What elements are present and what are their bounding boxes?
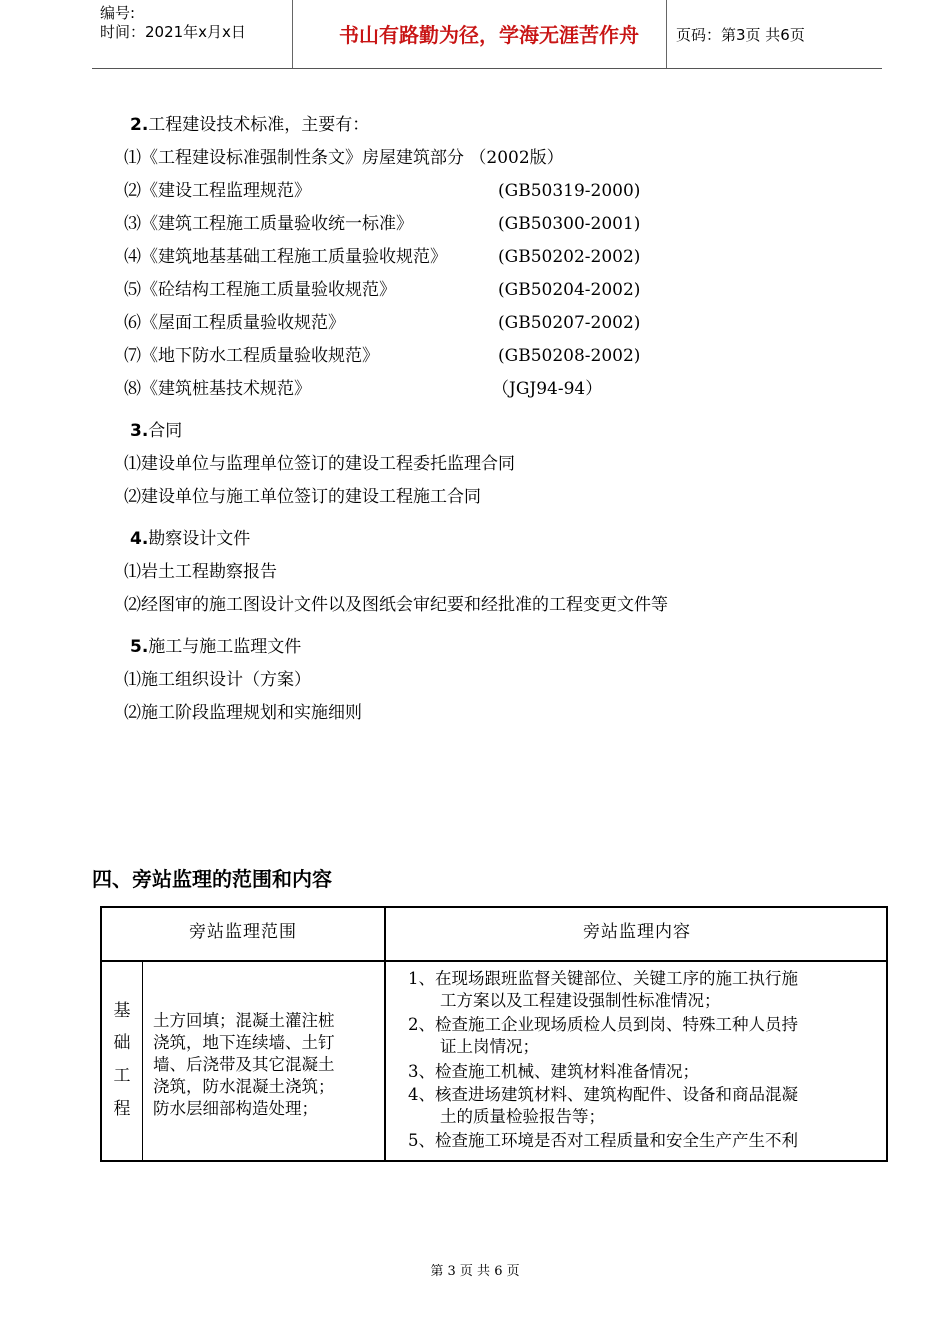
page-label: 页码：第3页 共6页 xyxy=(676,26,805,44)
scope-cell xyxy=(153,1010,377,1120)
standard-code: (GB50202-2002) xyxy=(498,247,641,267)
content-item: 1、在现场跟班监督关键部位、关键工序的施工执行施 工方案以及工程建设强制性标准情况； xyxy=(408,969,798,1010)
header-motto: 书山有路勤为径，学海无涯苦作舟 xyxy=(339,23,639,47)
list-item: ⑴建设单位与监理单位签订的建设工程委托监理合同 xyxy=(124,454,515,474)
table-border xyxy=(886,906,888,1162)
category-char: 础 xyxy=(113,1033,131,1053)
table-border xyxy=(100,1160,888,1162)
table-header-scope: 旁站监理范围 xyxy=(189,922,297,942)
scope-line: 浇筑，地下连续墙、土钉 xyxy=(153,1033,335,1052)
category-char: 程 xyxy=(113,1099,131,1119)
standard-item: ⑵《建设工程监理规范》 xyxy=(124,181,311,201)
standard-item: ⑻《建筑桩基技术规范》 xyxy=(124,379,311,399)
standard-code: (GB50207-2002) xyxy=(498,313,641,333)
time-label: 时间：2021年x月x日 xyxy=(100,23,246,41)
content-item: 4、核查进场建筑材料、建筑构配件、设备和商品混凝 土的质量检验报告等； xyxy=(408,1085,798,1126)
list-item: ⑵经图审的施工图设计文件以及图纸会审纪要和经批准的工程变更文件等 xyxy=(124,595,668,615)
serial-label: 编号: xyxy=(100,4,136,22)
list-item: ⑴岩土工程勘察报告 xyxy=(124,562,277,582)
section-heading: 5.施工与施工监理文件 xyxy=(130,637,302,657)
standard-item: ⑷《建筑地基基础工程施工质量验收规范》 xyxy=(124,247,447,267)
scope-line: 浇筑，防水混凝土浇筑； xyxy=(153,1077,335,1096)
scope-line: 防水层细部构造处理； xyxy=(153,1099,318,1118)
table-header-content: 旁站监理内容 xyxy=(583,922,691,942)
standard-item: ⑸《砼结构工程施工质量验收规范》 xyxy=(124,280,396,300)
table-border xyxy=(142,960,143,1162)
list-item: ⑵施工阶段监理规划和实施细则 xyxy=(124,703,362,723)
page-header xyxy=(92,0,882,69)
list-item: ⑴施工组织设计（方案） xyxy=(124,670,311,690)
standard-item: ⑺《地下防水工程质量验收规范》 xyxy=(124,346,379,366)
content-item: 2、检查施工企业现场质检人员到岗、特殊工种人员持 证上岗情况； xyxy=(408,1015,798,1056)
content-item: 5、检查施工环境是否对工程质量和安全生产产生不利 xyxy=(408,1131,798,1150)
category-char: 基 xyxy=(113,1001,131,1021)
scope-line: 墙、后浇带及其它混凝土 xyxy=(153,1055,335,1074)
standard-code: (GB50208-2002) xyxy=(498,346,641,366)
section-heading: 4.勘察设计文件 xyxy=(130,529,251,549)
standard-item: ⑶《建筑工程施工质量验收统一标准》 xyxy=(124,214,413,234)
chapter-title: 四、旁站监理的范围和内容 xyxy=(92,867,332,891)
standard-item: ⑹《屋面工程质量验收规范》 xyxy=(124,313,345,333)
standard-code: (GB50319-2000) xyxy=(498,181,641,201)
header-divider xyxy=(666,0,667,68)
table-border xyxy=(100,906,888,908)
table-border xyxy=(100,960,888,962)
standard-code: (GB50204-2002) xyxy=(498,280,641,300)
section-heading: 2.工程建设技术标准，主要有： xyxy=(130,115,370,135)
standard-code: （JGJ94-94） xyxy=(492,379,603,399)
standard-item: ⑴《工程建设标准强制性条文》房屋建筑部分 （2002版） xyxy=(124,148,564,168)
standard-code: (GB50300-2001) xyxy=(498,214,641,234)
section-heading: 3.合同 xyxy=(130,421,183,441)
category-char: 工 xyxy=(113,1066,131,1086)
header-divider xyxy=(292,0,293,68)
table-border xyxy=(384,906,386,1162)
page-footer: 第 3 页 共 6 页 xyxy=(430,1264,520,1279)
scope-line: 土方回填；混凝土灌注桩 xyxy=(153,1011,335,1030)
list-item: ⑵建设单位与施工单位签订的建设工程施工合同 xyxy=(124,487,481,507)
content-item: 3、检查施工机械、建筑材料准备情况； xyxy=(408,1062,699,1081)
